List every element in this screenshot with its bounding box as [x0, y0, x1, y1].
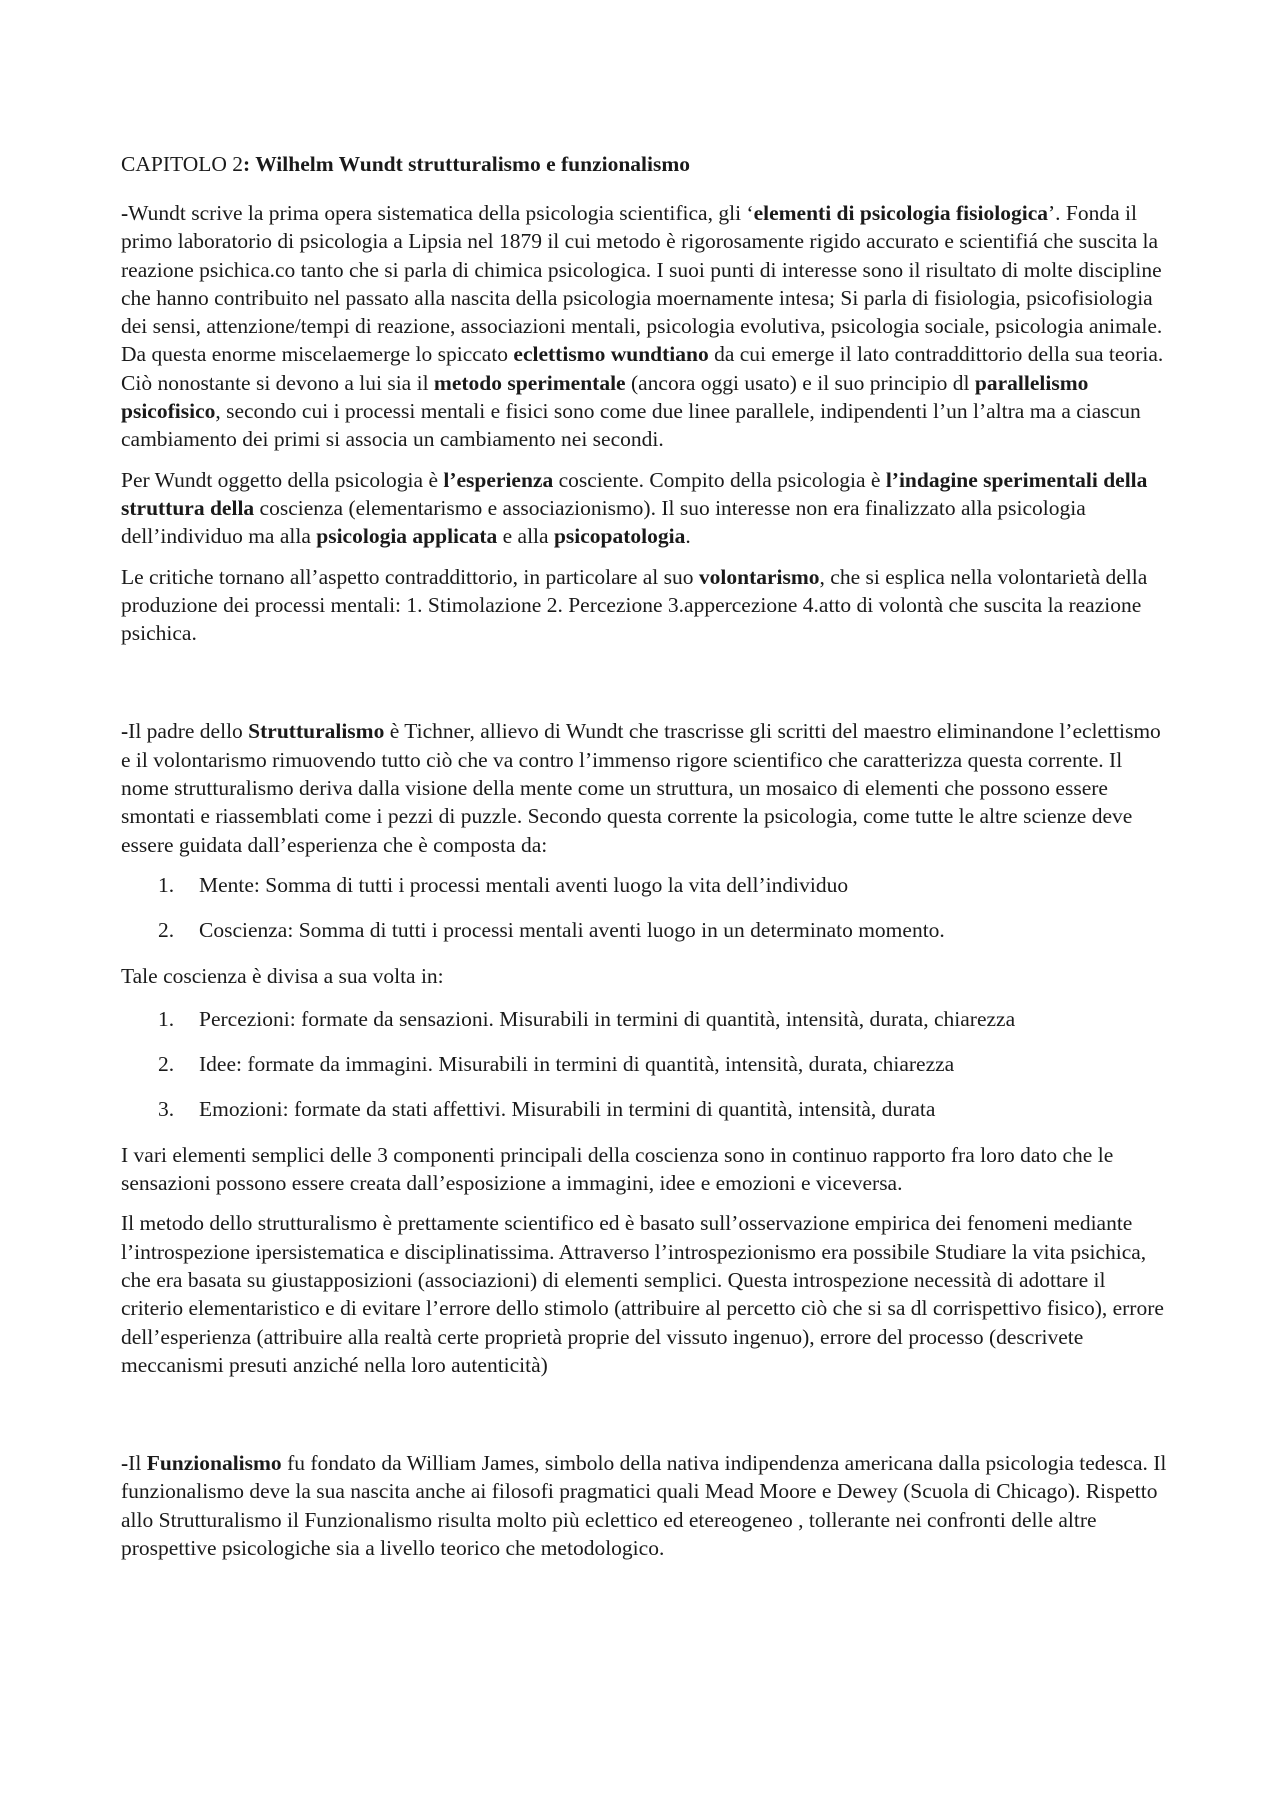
- document-body: [121, 150, 1171, 1574]
- text-run: Il padre dello: [128, 719, 249, 744]
- text-run: coscienza (elementarismo e associazionismo). Il suo interesse non era finalizzato alla psicologia dell’individuo ma alla: [121, 495, 1086, 549]
- list-item: [121, 1005, 1171, 1033]
- list-number: 1.: [158, 872, 175, 897]
- coscienza-list: [121, 1005, 1171, 1124]
- coscienza-lead: Tale coscienza è divisa a sua volta in:: [121, 963, 444, 988]
- strutturalismo-paragraph-3: Il metodo dello strutturalismo è prettamente scientifico ed è basato sull’osservazione empirica dei fenomeni mediante l’introspezione ipersistematica e disciplinatissima. Attraverso l’introspezionismo era possibile Studiare la vita psichica, che era basata su giustapposizioni (associazioni) di elementi semplici. Questa introspezione necessità di adottare il criterio elementaristico e di evitare l’errore dello stimolo (attribuire al percetto ciò che si sa dl corrispettivo fisico), errore dell’esperienza (attribuire alla realtà certe proprietà proprie del vissuto ingenuo), errore del processo (descrivete meccanismi presuti anziché nella loro autenticità): [121, 1211, 1164, 1377]
- bold-text-run: psicopatologia: [553, 524, 686, 549]
- text-run: Wundt scrive la prima opera sistematica della psicologia scientifica, gli ‘: [128, 201, 754, 225]
- wundt-paragraph-1: [121, 199, 1171, 454]
- bold-text-run: Strutturalismo: [248, 719, 385, 744]
- bold-text-run: -: [121, 201, 129, 225]
- wundt-paragraph-3: [121, 563, 1171, 648]
- list-item: [121, 1095, 1171, 1123]
- text-run: Le critiche tornano all’aspetto contraddittorio, in particolare al suo: [121, 564, 699, 589]
- list-number: 3.: [158, 1097, 175, 1122]
- list-text: Idee: formate da immagini. Misurabili in termini di quantità, intensità, durata, chiarezza: [199, 1052, 955, 1077]
- list-item: [121, 916, 1171, 944]
- bold-text-run: elementi di psicologia fisiologica: [753, 201, 1048, 225]
- text-run: e alla: [497, 524, 554, 549]
- bold-text-run: metodo sperimentale: [433, 370, 626, 395]
- experience-list: [121, 871, 1171, 945]
- list-text: Mente: Somma di tutti i processi mentali aventi luogo la vita dell’individuo: [199, 872, 849, 897]
- bold-text-run: -: [121, 719, 129, 744]
- list-number: 2.: [158, 1052, 175, 1077]
- text-run: , che si esplica nella volontarietà della produzione dei processi mentali: 1. Stimolazione 2. Percezione 3.appercezione 4.atto di volontà che suscita la reazione psichica.: [121, 564, 1148, 646]
- list-text: Percezioni: formate da sensazioni. Misurabili in termini di quantità, intensità, durata, chiarezza: [199, 1006, 1016, 1031]
- text-run: , secondo cui i processi mentali e fisici sono come due linee parallele, indipendenti l’un l’altra ma a ciascun cambiamento dei primi si associa un cambiamento nei secondi.: [121, 399, 1141, 452]
- text-run: (ancora oggi usato) e il suo principio dl: [625, 370, 975, 395]
- text-run: Per Wundt oggetto della psicologia è: [121, 467, 444, 492]
- list-item: [121, 1050, 1171, 1078]
- bold-text-run: Funzionalismo: [146, 1451, 282, 1476]
- funzionalismo-paragraph-1: [121, 1449, 1171, 1562]
- list-number: 2.: [158, 918, 175, 943]
- bold-text-run: psicologia applicata: [316, 524, 498, 549]
- bold-text-run: parallelismo psicofisico: [121, 370, 1089, 424]
- wundt-paragraph-2: [121, 466, 1171, 551]
- section-spacer: [121, 1391, 1171, 1449]
- list-item: [121, 871, 1171, 899]
- chapter-subtitle: : Wilhelm Wundt strutturalismo e funzionalismo: [243, 152, 691, 176]
- text-run: fu fondato da William James, simbolo della nativa indipendenza americana dalla psicologia tedesca. Il funzionalismo deve la sua nascita anche ai filosofi pragmatici quali Mead Moore e Dewey (Scuola di Chicago). Rispetto allo Strutturalismo il Funzionalismo risulta molto più eclettico ed etereogeneo , tollerante nei confronti delle altre prospettive psicologiche sia a livello teorico che metodologico.: [121, 1451, 1167, 1560]
- text-run: .: [685, 524, 691, 549]
- text-run: è Tichner, allievo di Wundt che trascrisse gli scritti del maestro eliminandone l’eclettismo e il volontarismo rimuovendo tutto ciò che va contro l’immenso rigore scientifico che caratterizza questa corrente. Il nome strutturalismo deriva dalla visione della mente come un struttura, un mosaico di elementi che possono essere smontati e riassemblati come i pezzi di puzzle. Secondo questa corrente la psicologia, come tutte le altre scienze deve essere guidata dall’esperienza che è composta da:: [121, 719, 1161, 857]
- strutturalismo-paragraph-2: I vari elementi semplici delle 3 componenti principali della coscienza sono in continuo rapporto fra loro dato che le sensazioni possono essere creata dall’esposizione a immagini, idee e emozioni e viceversa.: [121, 1142, 1114, 1196]
- section-spacer: [121, 659, 1171, 717]
- strutturalismo-paragraph-1: [121, 717, 1171, 858]
- chapter-title: [121, 150, 1171, 178]
- list-text: Emozioni: formate da stati affettivi. Misurabili in termini di quantità, intensità, durata: [199, 1097, 936, 1122]
- bold-text-run: eclettismo wundtiano: [513, 342, 709, 367]
- chapter-label: CAPITOLO 2: [121, 152, 244, 176]
- bold-text-run: volontarismo: [698, 564, 820, 589]
- bold-text-run: l’indagine sperimentali della struttura della: [121, 467, 1148, 520]
- text-run: da cui emerge il lato contraddittorio della sua teoria. Ciò nonostante si devono a lui sia il: [121, 342, 1164, 395]
- text-run: cosciente. Compito della psicologia è: [553, 467, 886, 492]
- list-text: Coscienza: Somma di tutti i processi mentali aventi luogo in un determinato momento.: [199, 918, 945, 943]
- text-run: Il: [128, 1451, 147, 1476]
- bold-text-run: -: [121, 1451, 129, 1476]
- text-run: ’. Fonda il primo laboratorio di psicologia a Lipsia nel 1879 il cui metodo è rigorosamente rigido accurato e scientifiá che suscita la reazione psichica.co tanto che si parla di chimica psicologica. I suoi punti di interesse sono il risultato di molte discipline che hanno contribuito nel passato alla nascita della psicologia moernamente intesa; Si parla di fisiologia, psicofisiologia dei sensi, attenzione/tempi di reazione, associazioni mentali, psicologia evolutiva, psicologia sociale, psicologia animale. Da questa enorme miscelaemerge lo spiccato: [121, 201, 1163, 367]
- list-number: 1.: [158, 1006, 175, 1031]
- bold-text-run: l’esperienza: [443, 467, 554, 492]
